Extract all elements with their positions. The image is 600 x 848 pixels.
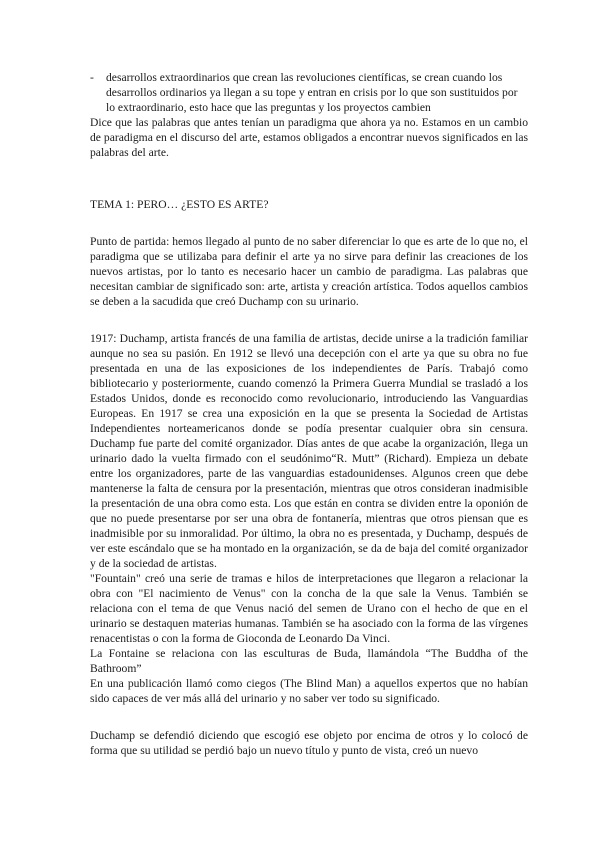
bullet-text: desarrollos extraordinarios que crean las revoluciones científicas, se crean cuando los desarrollos ordinarios ya llegan a su tope y entran en crisis por lo que son sustituidos por lo extraordinario, esto hace que las preguntas y los proyectos cambien: [106, 71, 518, 114]
paragraph-la-fontaine: La Fontaine se relaciona con las esculturas de Buda, llamándola “The Buddha of the Bathroom”: [90, 647, 528, 675]
document-page: [90, 70, 528, 758]
paragraph-starting-point: Punto de partida: hemos llegado al punto de no saber diferenciar lo que es arte de lo que no, el paradigma que se utilizaba para definir el arte ya no sirve para definir las creaciones de los nuevos artistas, por lo tanto es necesario hacer un cambio de paradigma. Las palabras que necesitan cambiar de significado son: arte, artista y creación artística. Todos aquellos cambios se deben a la sacudida que creó Duchamp con su urinario.: [90, 235, 528, 308]
paragraph-blind-man: En una publicación llamó como ciegos (The Blind Man) a aquellos expertos que no habían sido capaces de ver más allá del urinario y no saber ver todo su significado.: [90, 677, 528, 705]
paragraph-defense: Duchamp se defendió diciendo que escogió ese objeto por encima de otros y lo colocó de forma que su utilidad se perdió bajo un nuevo título y punto de vista, creó un nuevo: [90, 729, 528, 757]
bullet-item: [90, 70, 528, 115]
bullet-dash: -: [90, 71, 94, 84]
intro-paragraph: Dice que las palabras que antes tenían un paradigma que ahora ya no. Estamos en un cambio de paradigma en el discurso del arte, estamos obligados a encontrar nuevos significados en las palabras del arte.: [90, 116, 528, 159]
paragraph-1917: 1917: Duchamp, artista francés de una familia de artistas, decide unirse a la tradición familiar aunque no sea su pasión. En 1912 se llevó una decepción con el arte ya que su obra no fue presentada en una de las exposiciones de los independientes de París. Trabajó como bibliotecario y posteriormente, cuando comenzó la Primera Guerra Mundial se trasladó a los Estados Unidos, donde es reconocido como revolucionario, introduciendo las Vanguardias Europeas. En 1917 se crea una exposición en la que se presenta la Sociedad de Artistas Independientes norteamericanos donde se podía presentar cualquier obra sin censura. Duchamp fue parte del comité organizador. Días antes de que acabe la organización, llega un urinario dado la vuelta firmado con el seudónimo“R. Mutt” (Richard). Empieza un debate entre los organizadores, parte de las vanguardias estadounidenses. Algunos creen que debe mantenerse la falta de censura por la presentación, mientras que otros consideran inadmisible la presentación de una obra como esta. Los que están en contra se dividen entre la oponión de que no puede presentarse por ser una obra de fontanería, mientras que otros piensan que es inadmisible por su inmoralidad. Por último, la obra no es presentada, y Duchamp, después de ver este escándalo que se ha montado en la organización, se da de baja del comité organizador y de la sociedad de artistas.: [90, 332, 528, 570]
section-heading: TEMA 1: PERO… ¿ESTO ES ARTE?: [90, 198, 269, 211]
paragraph-fountain: "Fountain" creó una serie de tramas e hilos de interpretaciones que llegaron a relacionar la obra con "El nacimiento de Venus" con la concha de la que sale la Venus. También se relaciona con el tema de que Venus nació del semen de Urano con el hecho de que en el urinario se destaquen materias humanas. También se ha asociado con la forma de las vírgenes renacentistas o con la forma de Gioconda de Leonardo Da Vinci.: [90, 572, 528, 645]
